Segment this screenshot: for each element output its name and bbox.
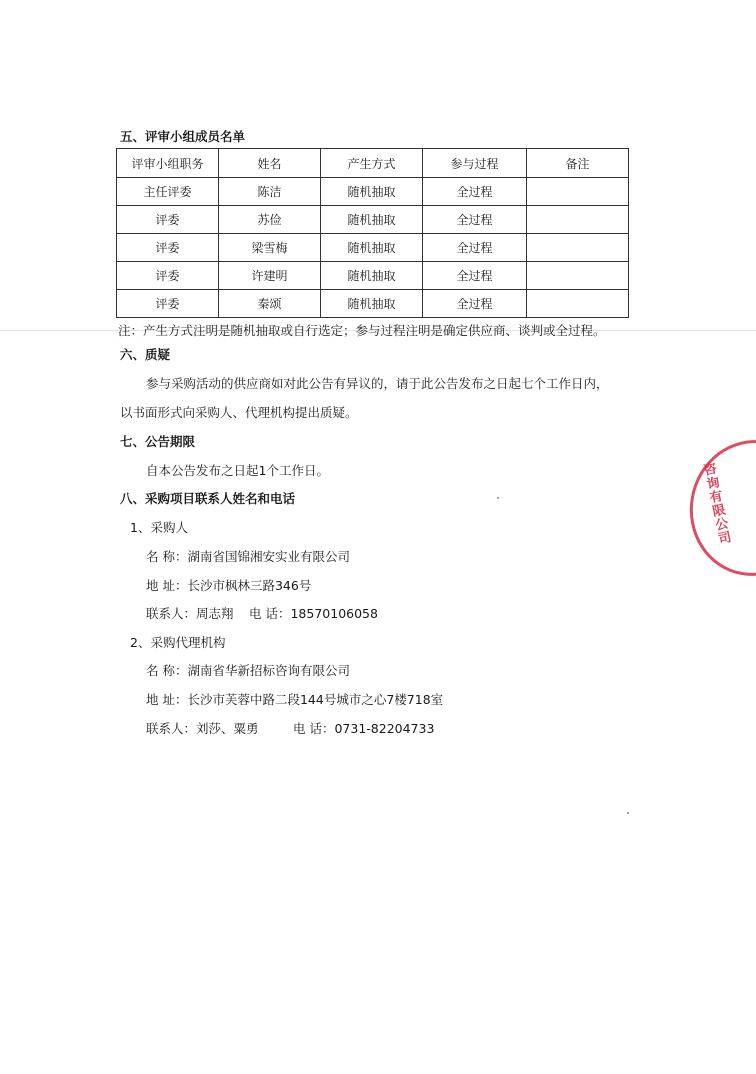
- cell-process: 全过程: [423, 178, 527, 206]
- cell-name: 秦颂: [219, 290, 321, 318]
- agency-phone: 电 话：0731-82204733: [293, 721, 435, 736]
- cell-process: 全过程: [423, 290, 527, 318]
- company-seal-text: 咨询有限公司: [699, 461, 732, 547]
- agency-name: 名 称：湖南省华新招标咨询有限公司: [146, 663, 350, 678]
- agency-address: 地 址：长沙市芙蓉中路二段144号城市之心7楼718室: [146, 692, 444, 707]
- cell-remark: [527, 290, 629, 318]
- table-row: [117, 290, 629, 318]
- header-method: 产生方式: [321, 149, 423, 178]
- cell-role: 评委: [117, 262, 219, 290]
- cell-method: 随机抽取: [321, 234, 423, 262]
- cell-process: 全过程: [423, 206, 527, 234]
- table-row: [117, 234, 629, 262]
- cell-role: 评委: [117, 290, 219, 318]
- cell-method: 随机抽取: [321, 206, 423, 234]
- cell-remark: [527, 234, 629, 262]
- section6-heading: 六、质疑: [120, 347, 171, 362]
- cell-name: 梁雪梅: [219, 234, 321, 262]
- table-row: [117, 178, 629, 206]
- cell-method: 随机抽取: [321, 290, 423, 318]
- cell-name: 陈洁: [219, 178, 321, 206]
- header-process: 参与过程: [423, 149, 527, 178]
- cell-process: 全过程: [423, 234, 527, 262]
- section5-heading: 五、评审小组成员名单: [120, 129, 246, 144]
- scan-speck: [497, 497, 499, 499]
- header-remark: 备注: [527, 149, 629, 178]
- table-row: [117, 206, 629, 234]
- cell-method: 随机抽取: [321, 262, 423, 290]
- purchaser-address: 地 址：长沙市枫林三路346号: [146, 578, 312, 593]
- cell-role: 评委: [117, 234, 219, 262]
- cell-remark: [527, 178, 629, 206]
- cell-remark: [527, 206, 629, 234]
- cell-name: 苏俭: [219, 206, 321, 234]
- table-note: 注：产生方式注明是随机抽取或自行选定；参与过程注明是确定供应商、谈判或全过程。: [118, 323, 606, 338]
- section8-heading: 八、采购项目联系人姓名和电话: [120, 491, 296, 506]
- purchaser-name: 名 称：湖南省国锦湘安实业有限公司: [146, 549, 350, 564]
- section6-line2: 以书面形式向采购人、代理机构提出质疑。: [120, 405, 358, 420]
- section7-line1: 自本公告发布之日起1个工作日。: [146, 463, 329, 478]
- table-row: [117, 262, 629, 290]
- cell-method: 随机抽取: [321, 178, 423, 206]
- purchaser-phone: 电 话：18570106058: [249, 606, 378, 621]
- table-header-row: [117, 149, 629, 178]
- review-committee-table: [116, 148, 629, 318]
- header-name: 姓名: [219, 149, 321, 178]
- purchaser-contact: 联系人：周志翔: [146, 606, 234, 621]
- cell-process: 全过程: [423, 262, 527, 290]
- section6-line1: 参与采购活动的供应商如对此公告有异议的，请于此公告发布之日起七个工作日内，: [146, 376, 609, 391]
- scan-speck: [627, 812, 629, 814]
- cell-remark: [527, 262, 629, 290]
- purchaser-title: 1、采购人: [130, 520, 188, 535]
- agency-contact: 联系人：刘莎、粟勇: [146, 721, 259, 736]
- agency-title: 2、采购代理机构: [130, 635, 226, 650]
- cell-name: 许建明: [219, 262, 321, 290]
- cell-role: 主任评委: [117, 178, 219, 206]
- section7-heading: 七、公告期限: [120, 434, 196, 449]
- cell-role: 评委: [117, 206, 219, 234]
- header-role: 评审小组职务: [117, 149, 219, 178]
